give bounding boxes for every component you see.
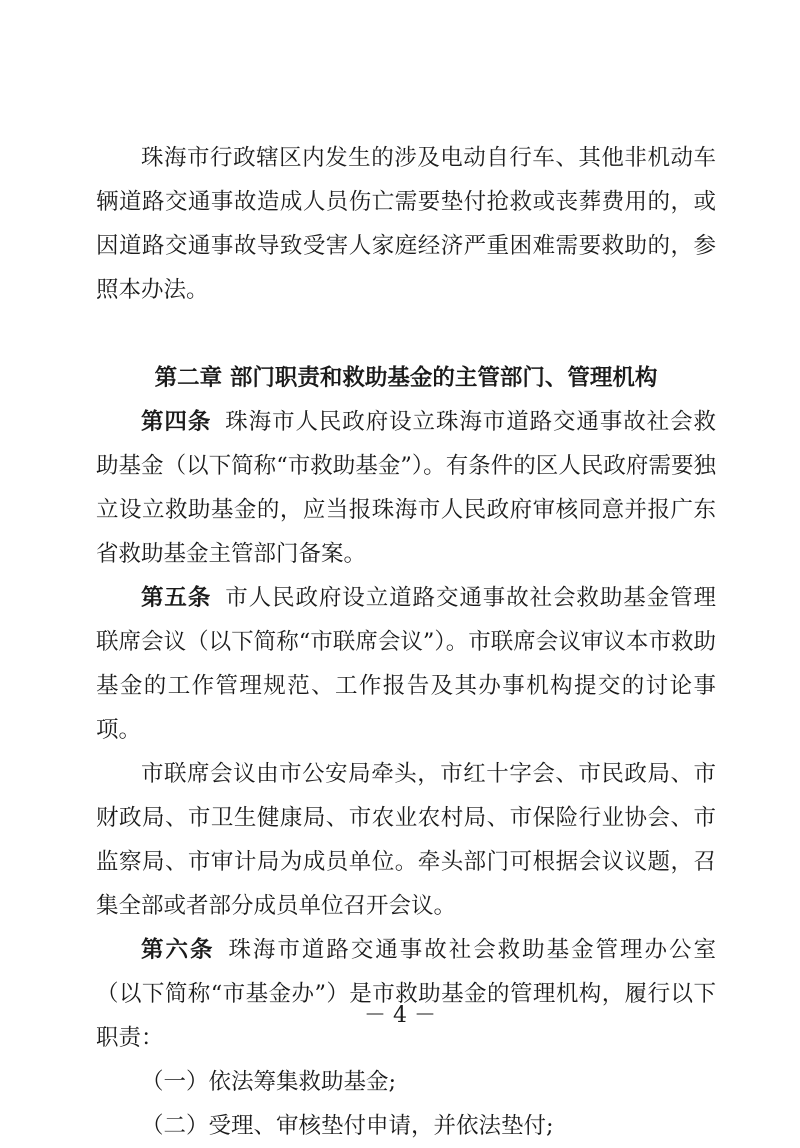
article-4-label: 第四条: [141, 409, 212, 435]
members-paragraph: 市联席会议由市公安局牵头，市红十字会、市民政局、市财政局、市卫生健康局、市农业农村局、市保险行业协会、市监察局、市审计局为成员单位。牵头部门可根据会议议题，召集全部或者部分成员单位召开会议。: [96, 761, 716, 919]
chapter-heading: 第二章 部门职责和救助基金的主管部门、管理机构: [154, 365, 658, 391]
article-6: [96, 928, 716, 1060]
article-4: [96, 400, 716, 576]
continuation-paragraph: 珠海市行政辖区内发生的涉及电动自行车、其他非机动车辆道路交通事故造成人员伤亡需要垫付抢救或丧葬费用的，或因道路交通事故导致受害人家庭经济严重困难需要救助的，参照本办法。: [96, 145, 716, 303]
article-6-text: 珠海市道路交通事故社会救助基金管理办公室（以下简称“市基金办”）是市救助基金的管理机构，履行以下职责：: [96, 937, 716, 1051]
article-6-label: 第六条: [141, 937, 215, 963]
article-5: [96, 576, 716, 752]
article-4-text: 珠海市人民政府设立珠海市道路交通事故社会救助基金（以下简称“市救助基金”）。有条件的区人民政府需要独立设立救助基金的，应当报珠海市人民政府审核同意并报广东省救助基金主管部门备案。: [96, 409, 716, 567]
article-5-label: 第五条: [141, 585, 212, 611]
article-5-text: 市人民政府设立道路交通事故社会救助基金管理联席会议（以下简称“市联席会议”）。市联席会议审议本市救助基金的工作管理规范、工作报告及其办事机构提交的讨论事项。: [96, 585, 716, 743]
page-number: － 4 －: [364, 1003, 436, 1028]
document-body: [96, 136, 716, 1148]
list-item: （二）受理、审核垫付申请，并依法垫付;: [141, 1113, 554, 1139]
list-item: （一）依法筹集救助基金;: [141, 1069, 397, 1095]
